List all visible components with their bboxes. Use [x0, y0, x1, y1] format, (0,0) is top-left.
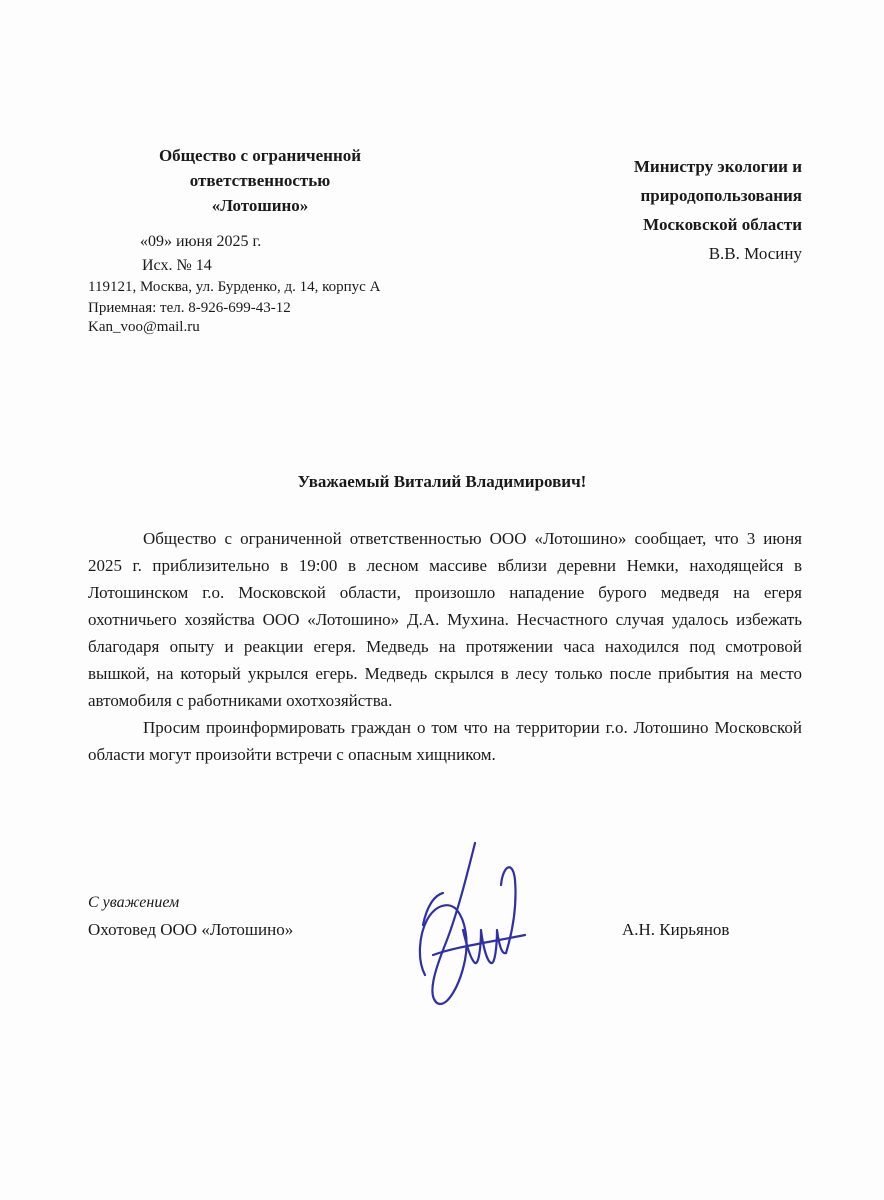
recipient-name: В.В. Мосину — [708, 244, 802, 263]
signer-position: Охотовед ООО «Лотошино» — [88, 920, 294, 939]
outgoing-ref-number: Исх. № 14 — [142, 257, 212, 274]
sender-organization — [110, 143, 410, 218]
handwritten-signature — [405, 835, 545, 1015]
sender-address: 119121, Москва, ул. Бурденко, д. 14, корпус А — [88, 279, 381, 295]
letter-body — [88, 525, 802, 768]
sender-email: Kan_voo@mail.ru — [88, 319, 200, 335]
body-paragraph-1: Общество с ограниченной ответственностью ООО «Лотошино» сообщает, что 3 июня 2025 г. приблизительно в 19:00 в лесном массиве вблизи деревни Немки, находящейся в Лотошинском г.о. Московской области, произошло нападение бурого медведя на егеря охотничьего хозяйства ООО «Лотошино» Д.А. Мухина. Несчастного случая удалось избежать благодаря опыту и реакции егеря. Медведь на протяжении часа находился под смотровой вышкой, на который укрылся егерь. Медведь скрылся в лесу только после прибытия на место автомобиля с работниками охотхозяйства. — [88, 529, 802, 710]
recipient-block — [482, 152, 802, 268]
letter-date: «09» июня 2025 г. — [140, 233, 262, 250]
sender-phone: Приемная: тел. 8-926-699-43-12 — [88, 300, 291, 316]
sender-org-line-2: ответственностью — [189, 171, 331, 190]
salutation: Уважаемый Виталий Владимирович! — [297, 472, 587, 491]
sender-org-line-3: «Лотошино» — [211, 196, 309, 215]
body-paragraph-2: Просим проинформировать граждан о том что на территории г.о. Лотошино Московской области могут произойти встречи с опасным хищником. — [88, 718, 802, 764]
sender-org-line-1: Общество с ограниченной — [158, 146, 362, 165]
recipient-line-3: Московской области — [643, 215, 802, 234]
signer-name: А.Н. Кирьянов — [622, 920, 730, 939]
recipient-line-2: природопользования — [640, 186, 802, 205]
closing-regards: С уважением — [88, 894, 180, 911]
recipient-line-1: Министру экологии и — [633, 157, 802, 176]
